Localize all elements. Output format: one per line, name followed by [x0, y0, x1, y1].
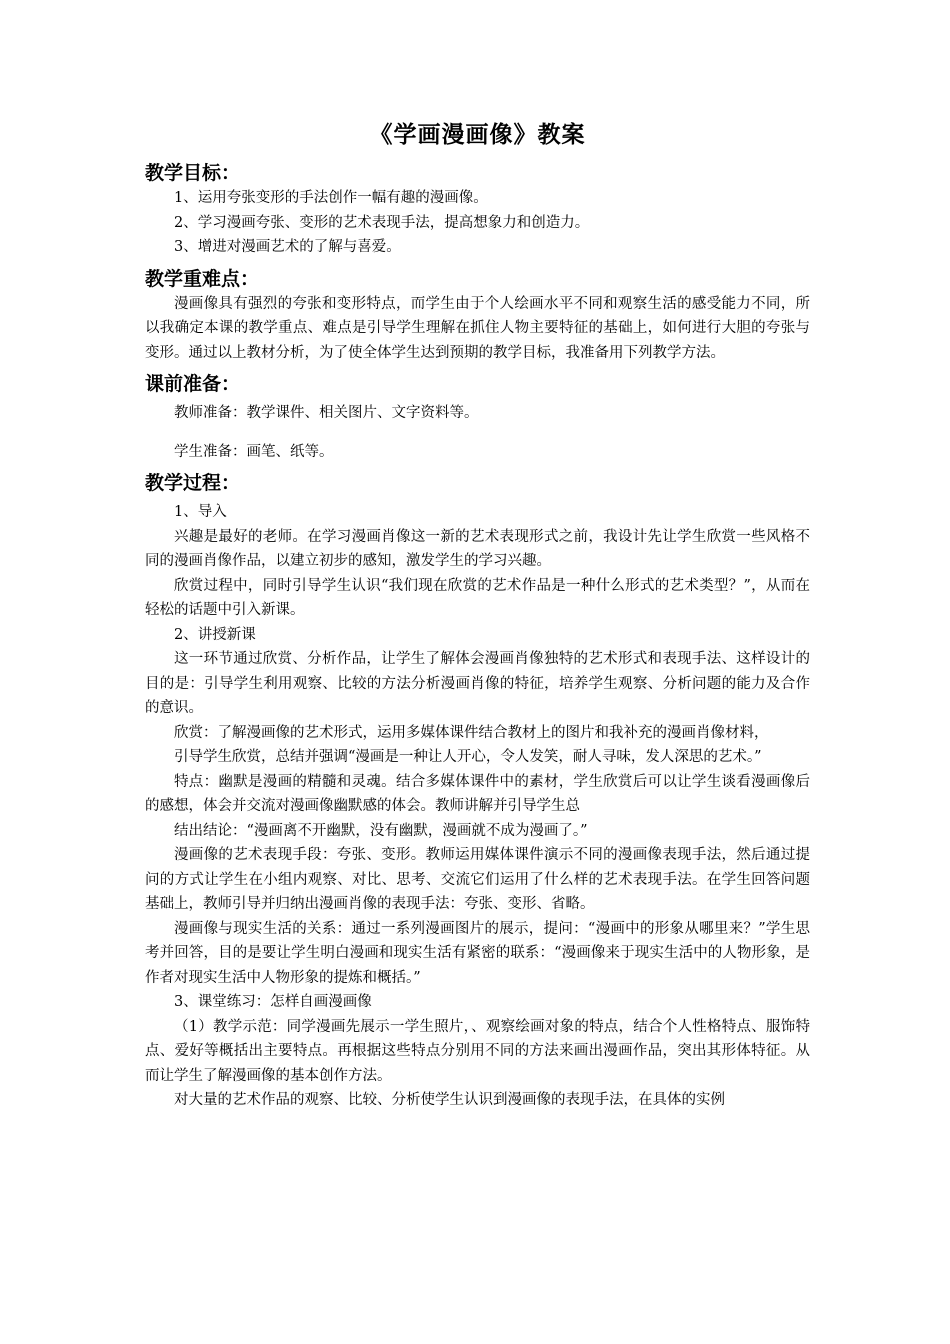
process-paragraph: 3、课堂练习：怎样自画漫画像: [174, 994, 372, 1010]
document-body: [145, 120, 810, 1113]
preparation-heading: 课前准备：: [145, 373, 241, 395]
process-paragraph: 这一环节通过欣赏、分析作品，让学生了解体会漫画肖像独特的艺术形式和表现手法、这样设计的目的是：引导学生利用观察、比较的方法分析漫画肖像的特征，培养学生观察、分析问题的能力及合作的意识。: [145, 651, 810, 716]
process-paragraph: 引导学生欣赏，总结并强调“漫画是一种让人开心，令人发笑，耐人寻味，发人深思的艺术。”: [174, 749, 762, 765]
objective-item: 1、运用夸张变形的手法创作一幅有趣的漫画像。: [174, 190, 488, 206]
process-paragraph: 漫画像的艺术表现手段：夸张、变形。教师运用媒体课件演示不同的漫画像表现手法，然后通过提问的方式让学生在小组内观察、对比、思考、交流它们运用了什么样的艺术表现手法。在学生回答问题基础上，教师引导并归纳出漫画肖像的表现手法：夸张、变形、省略。: [145, 847, 810, 912]
process-paragraph: 1、导入: [174, 504, 227, 520]
document-title: 《学画漫画像》教案: [369, 121, 586, 148]
process-paragraph: 漫画像与现实生活的关系：通过一系列漫画图片的展示，提问：“漫画中的形象从哪里来？”学生思考并回答，目的是要让学生明白漫画和现实生活有紧密的联系：“漫画像来于现实生活中的人物形象，是作者对现实生活中人物形象的提炼和概括。”: [145, 920, 810, 986]
teacher-preparation: 教师准备：教学课件、相关图片、文字资料等。: [174, 405, 479, 421]
process-paragraph: 欣赏：了解漫画像的艺术形式，运用多媒体课件结合教材上的图片和我补充的漫画肖像材料，: [174, 724, 769, 741]
process-paragraph: 结出结论：“漫画离不开幽默，没有幽默，漫画就不成为漫画了。”: [174, 822, 588, 839]
objectives-heading: 教学目标：: [145, 162, 241, 184]
objective-item: 3、增进对漫画艺术的了解与喜爱。: [174, 239, 401, 255]
objective-item: 2、学习漫画夸张、变形的艺术表现手法，提高想象力和创造力。: [174, 214, 590, 231]
key-points-paragraph: 漫画像具有强烈的夸张和变形特点，而学生由于个人绘画水平不同和观察生活的感受能力不同，所以我确定本课的教学重点、难点是引导学生理解在抓住人物主要特征的基础上，如何进行大胆的夸张与变形。通过以上教材分析，为了使全体学生达到预期的教学目标，我准备用下列教学方法。: [145, 295, 810, 361]
process-paragraph: （1）教学示范：同学漫画先展示一学生照片，、观察绘画对象的特点，结合个人性格特点、服饰特点、爱好等概括出主要特点。再根据这些特点分别用不同的方法来画出漫画作品，突出其形体特征。从而让学生了解漫画像的基本创作方法。: [145, 1018, 810, 1084]
process-paragraph: 欣赏过程中，同时引导学生认识“我们现在欣赏的艺术作品是一种什么形式的艺术类型？”，从而在轻松的话题中引入新课。: [145, 577, 810, 618]
process-paragraph: 特点：幽默是漫画的精髓和灵魂。结合多媒体课件中的素材，学生欣赏后可以让学生谈看漫画像后的感想，体会并交流对漫画像幽默感的体会。教师讲解并引导学生总: [145, 773, 810, 814]
process-paragraph: 兴趣是最好的老师。在学习漫画肖像这一新的艺术表现形式之前，我设计先让学生欣赏一些风格不同的漫画肖像作品，以建立初步的感知，激发学生的学习兴趣。: [145, 528, 810, 569]
process-paragraph: 2、讲授新课: [174, 626, 256, 643]
process-heading: 教学过程：: [145, 472, 241, 494]
process-paragraph: 对大量的艺术作品的观察、比较、分析使学生认识到漫画像的表现手法，在具体的实例: [174, 1092, 725, 1108]
student-preparation: 学生准备：画笔、纸等。: [174, 443, 334, 460]
key-points-heading: 教学重难点：: [145, 267, 260, 290]
